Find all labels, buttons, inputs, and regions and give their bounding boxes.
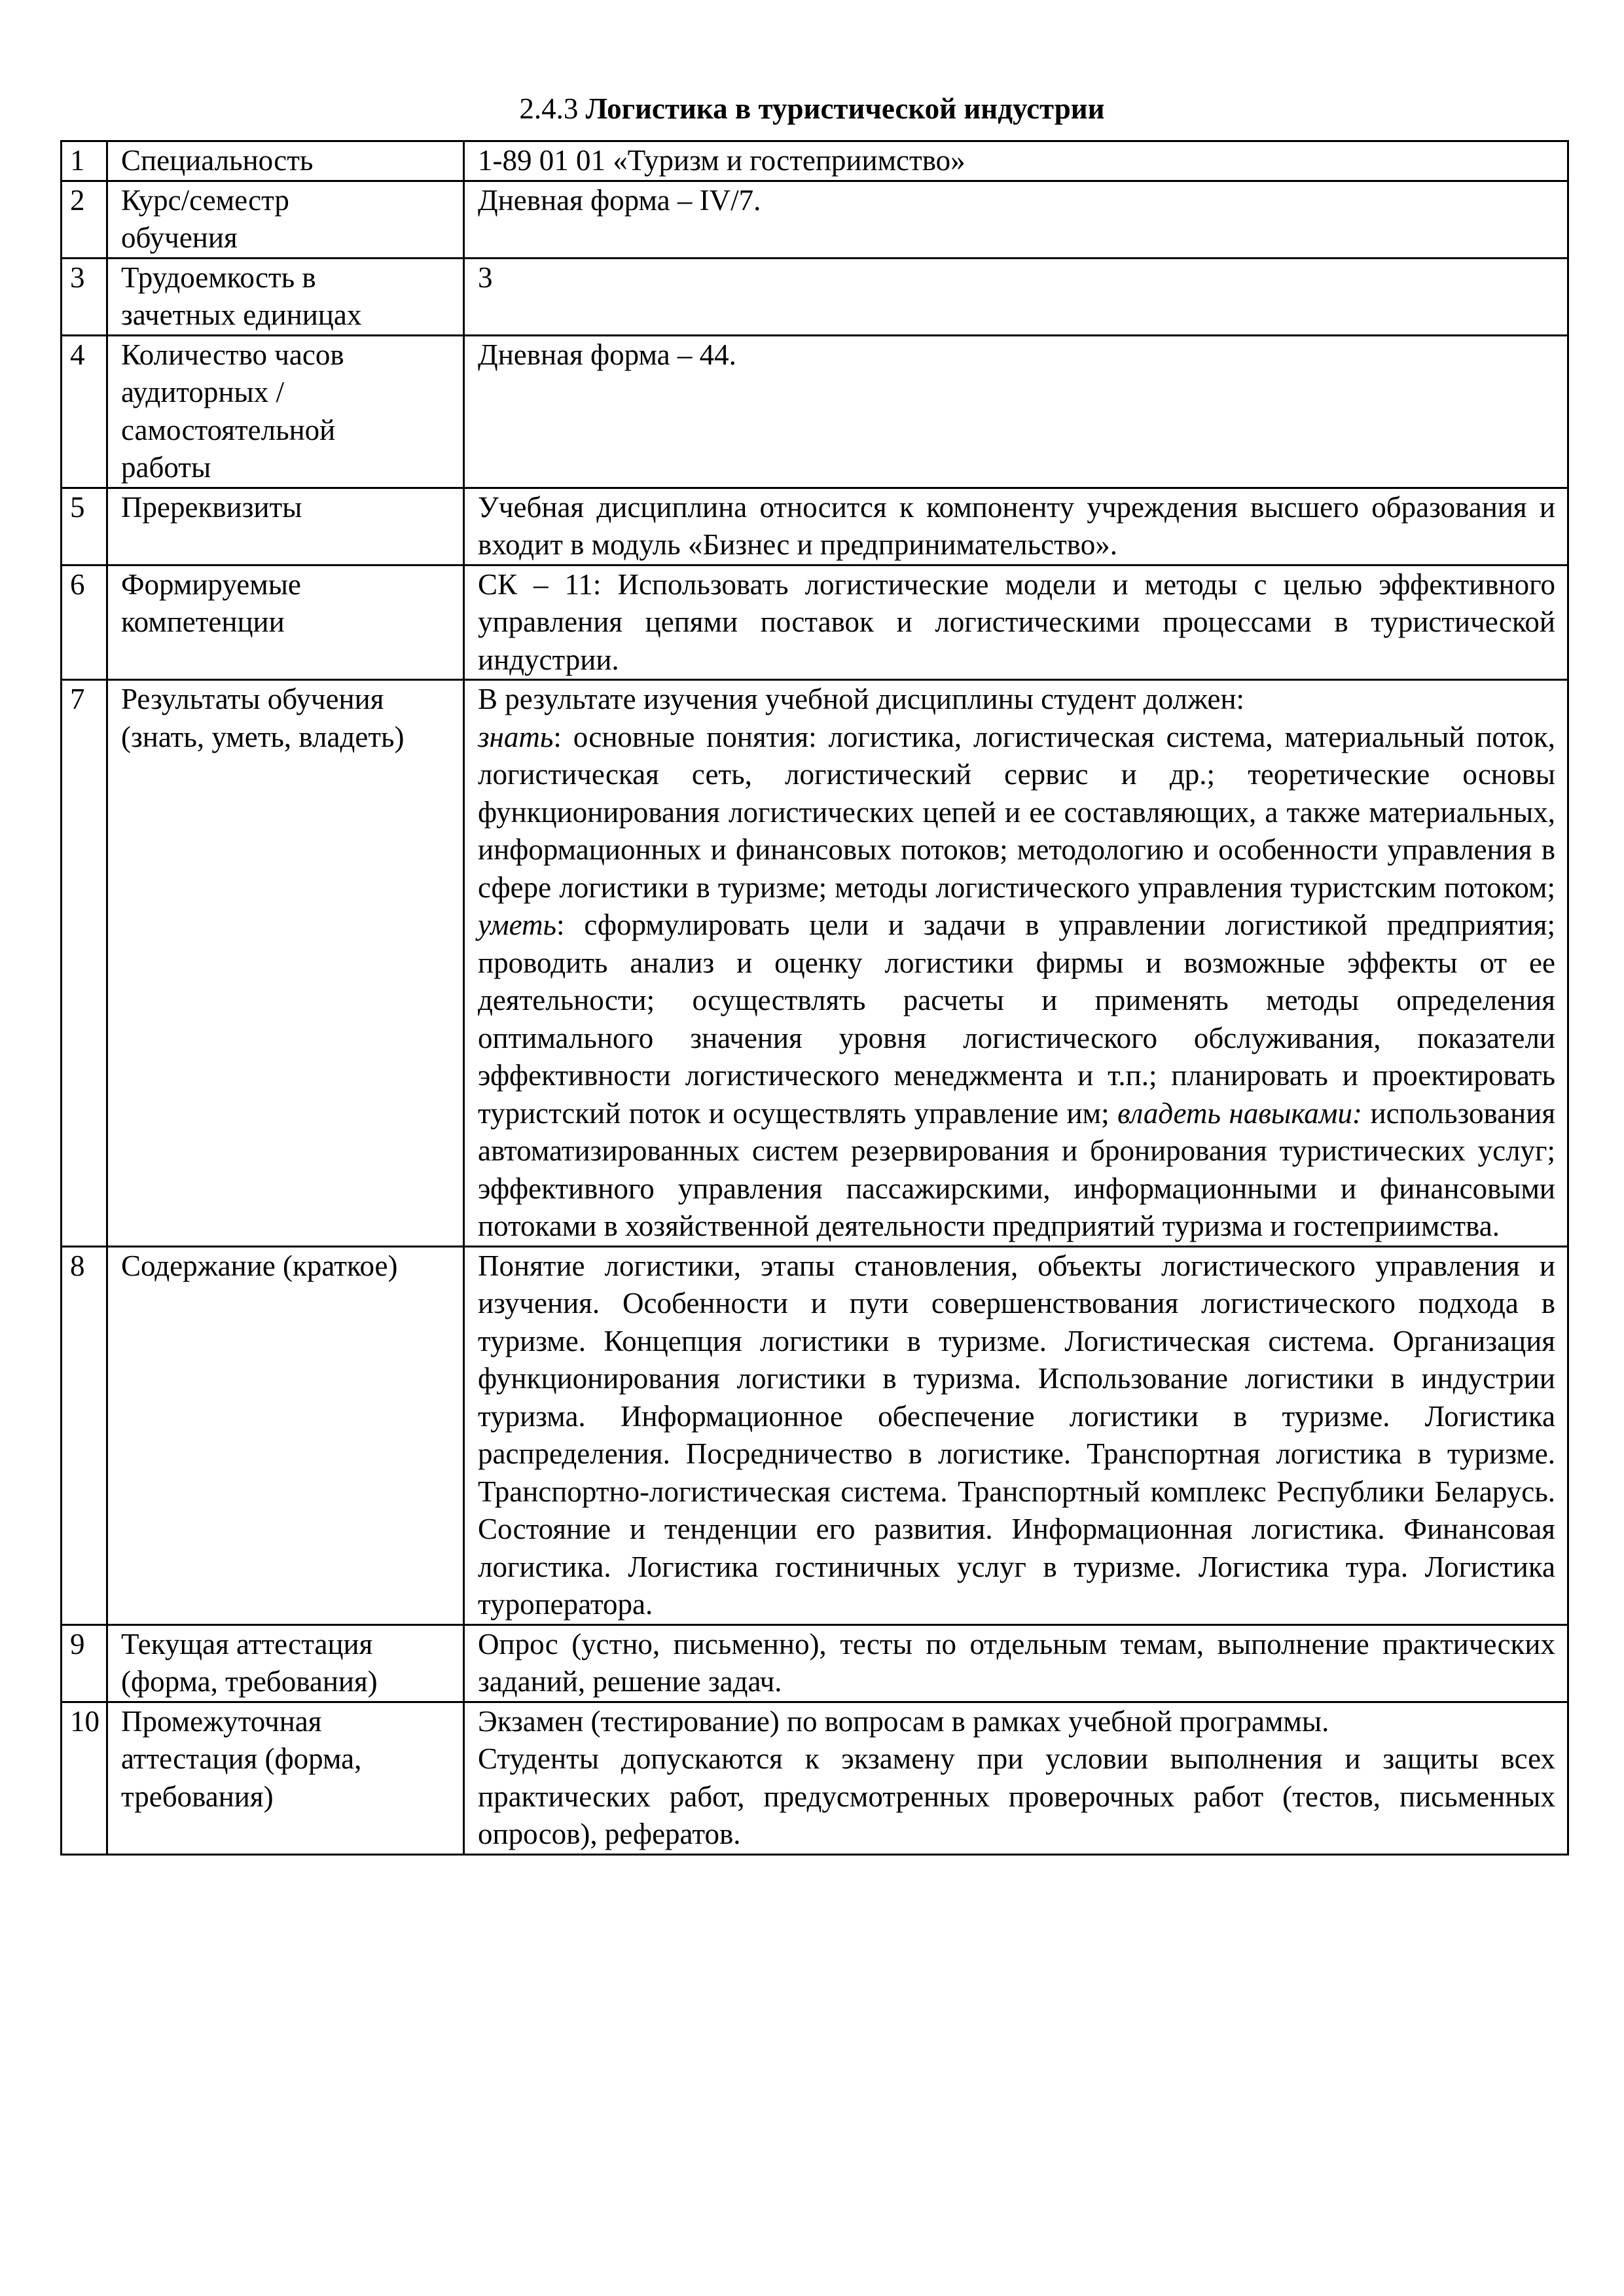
results-body — [478, 719, 1555, 1246]
row-value: Опрос (устно, письменно), тесты по отдельным темам, выполнение практических заданий, решение задач. — [464, 1624, 1568, 1702]
row-label: Трудоемкость в зачетных единицах — [107, 258, 464, 335]
row-label: Содержание (краткое) — [107, 1246, 464, 1624]
row-label: Специальность — [107, 141, 464, 181]
row-number: 1 — [62, 141, 107, 181]
row-value: Учебная дисциплина относится к компоненту учреждения высшего образования и входит в модуль «Бизнес и предпринимательство». — [464, 488, 1568, 565]
table-row — [62, 335, 1568, 488]
row-label: Результаты обучения (знать, уметь, владеть) — [107, 680, 464, 1247]
row-label: Формируемые компетенции — [107, 565, 464, 680]
section-number: 2.4.3 — [519, 92, 579, 125]
table-row — [62, 1246, 1568, 1624]
row-number: 9 — [62, 1624, 107, 1702]
row-value — [464, 680, 1568, 1247]
can-label: уметь — [478, 908, 556, 941]
know-text: : основные понятия: логистика, логистическая система, материальный поток, логистическая сеть, логистический сервис и др.; теоретические основы функционирования логистических цепей и ее составляющих, а также материальных, информационных и финансовых потоков; методологию и особенности управления в сфере логистики в туризме; методы логистического управления туристским потоком; — [478, 720, 1555, 904]
row-number: 6 — [62, 565, 107, 680]
row-number: 3 — [62, 258, 107, 335]
row-number: 8 — [62, 1246, 107, 1624]
row-number: 5 — [62, 488, 107, 565]
table-row — [62, 1702, 1568, 1854]
row-label: Курс/семестр обучения — [107, 181, 464, 258]
row-value: Дневная форма – 44. — [464, 335, 1568, 488]
own-label: владеть навыками: — [1117, 1096, 1362, 1130]
table-row — [62, 141, 1568, 181]
row-number: 2 — [62, 181, 107, 258]
row-value: Дневная форма – IV/7. — [464, 181, 1568, 258]
admission-text: Студенты допускаются к экзамену при условии выполнения и защиты всех практических работ, предусмотренных проверочных работ (тестов, письменных опросов), рефератов. — [478, 1742, 1555, 1850]
row-label: Пререквизиты — [107, 488, 464, 565]
table-row — [62, 181, 1568, 258]
table-row — [62, 565, 1568, 680]
page-title — [0, 92, 1624, 126]
table-row — [62, 680, 1568, 1247]
row-value: 3 — [464, 258, 1568, 335]
discipline-table — [60, 140, 1569, 1856]
row-value — [464, 1702, 1568, 1854]
results-intro: В результате изучения учебной дисциплины студент должен: — [478, 683, 1245, 715]
row-label: Текущая аттестация (форма, требования) — [107, 1624, 464, 1702]
row-value: 1-89 01 01 «Туризм и гостеприимство» — [464, 141, 1568, 181]
row-number: 10 — [62, 1702, 107, 1854]
exam-text: Экзамен (тестирование) по вопросам в рамках учебной программы. — [478, 1704, 1329, 1738]
row-value: Понятие логистики, этапы становления, объекты логистического управления и изучения. Особенности и пути совершенствования логистического подхода в туризме. Концепция логистики в туризме. Логистическая система. Организация функционирования логистики в туризма. Использование логистики в индустрии туризма. Информационное обеспечение логистики в туризме. Логистика распределения. Посредничество в логистике. Транспортная логистика в туризме. Транспортно-логистическая система. Транспортный комплекс Республики Беларусь. Состояние и тенденции его развития. Информационная логистика. Финансовая логистика. Логистика гостиничных услуг в туризме. Логистика тура. Логистика туроператора. — [464, 1246, 1568, 1624]
row-value: СК – 11: Использовать логистические модели и методы с целью эффективного управления цепями поставок и логистическими процессами в туристической индустрии. — [464, 565, 1568, 680]
table-row — [62, 488, 1568, 565]
row-label: Количество часов аудиторных / самостоятельной работы — [107, 335, 464, 488]
own-text: использования автоматизированных систем резервирования и бронирования туристических услуг; эффективного управления пассажирскими, информационными и финансовыми потоками в хозяйственной деятельности предприятий туризма и гостеприимства. — [478, 1096, 1556, 1242]
table-row — [62, 1624, 1568, 1702]
row-number: 7 — [62, 680, 107, 1247]
table-row — [62, 258, 1568, 335]
section-title: Логистика в туристической индустрии — [585, 92, 1105, 125]
row-label: Промежуточная аттестация (форма, требования) — [107, 1702, 464, 1854]
can-text: : сформулировать цели и задачи в управлении логистикой предприятия; проводить анализ и оценку логистики фирмы и возможные эффекты от ее деятельности; осуществлять расчеты и применять методы определения оптимального значения уровня логистического обслуживания, показатели эффективности логистического менеджмента и т.п.; планировать и проектировать туристский поток и осуществлять управление им; — [478, 908, 1555, 1130]
know-label: знать — [478, 720, 554, 753]
row-number: 4 — [62, 335, 107, 488]
